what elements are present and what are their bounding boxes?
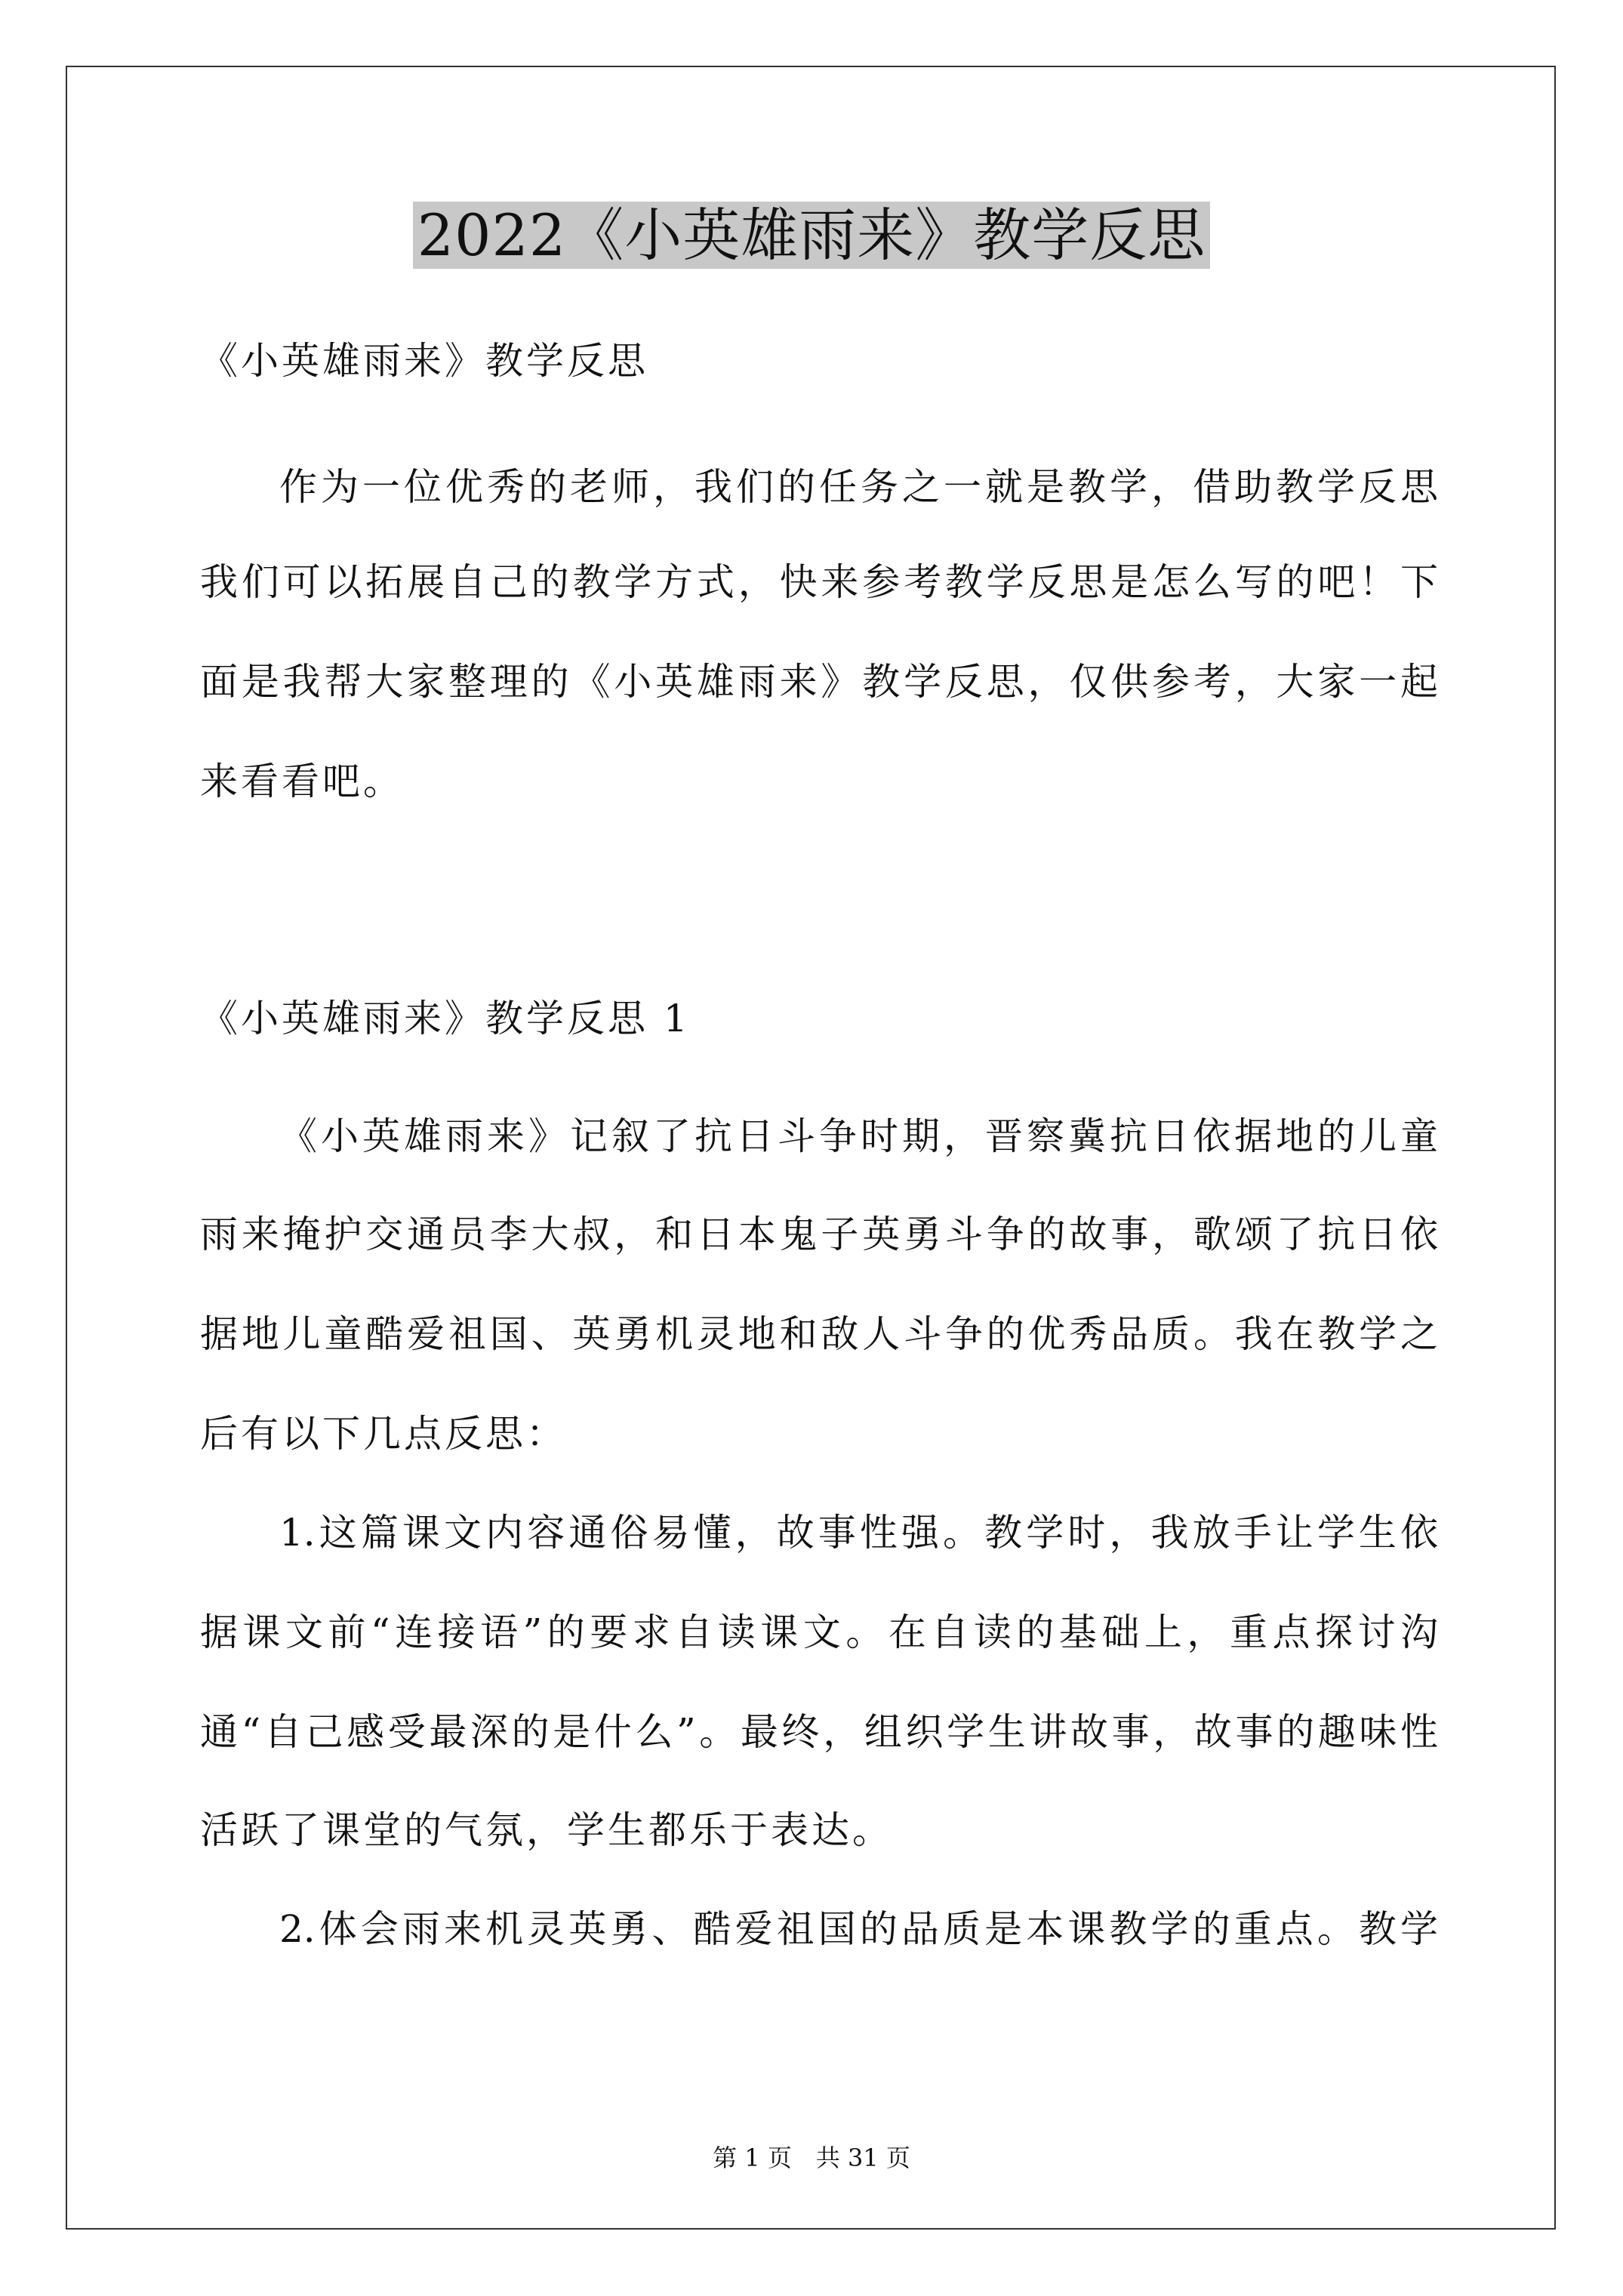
p1-line-1: 《小英雄雨来》记叙了抗日斗争时期，晋察冀抗日依据地的儿童 — [279, 1114, 1438, 1158]
section-heading: 《小英雄雨来》教学反思 1 — [200, 997, 691, 1040]
p1-line-4: 后有以下几点反思： — [200, 1412, 567, 1456]
page-footer: 第 1 页 共 31 页 — [713, 2143, 910, 2172]
intro-line-1: 作为一位优秀的老师，我们的任务之一就是教学，借助教学反思 — [279, 465, 1438, 509]
p2-line-3: 通“自己感受最深的是什么”。最终，组织学生讲故事，故事的趣味性 — [200, 1710, 1438, 1754]
document-title: 2022《小英雄雨来》教学反思 — [0, 198, 1623, 273]
intro-line-2: 我们可以拓展自己的教学方式，快来参考教学反思是怎么写的吧！下 — [200, 560, 1438, 604]
p3-line-1: 2.体会雨来机灵英勇、酷爱祖国的品质是本课教学的重点。教学 — [279, 1907, 1438, 1951]
p2-line-2: 据课文前“连接语”的要求自读课文。在自读的基础上，重点探讨沟 — [200, 1610, 1438, 1654]
subtitle: 《小英雄雨来》教学反思 — [200, 339, 648, 383]
intro-line-4: 来看看吧。 — [200, 760, 404, 803]
p1-line-2: 雨来掩护交通员李大叔，和日本鬼子英勇斗争的故事，歌颂了抗日依 — [200, 1213, 1438, 1256]
p2-line-4: 活跃了课堂的气氛，学生都乐于表达。 — [200, 1808, 893, 1852]
p2-line-1: 1.这篇课文内容通俗易懂，故事性强。教学时，我放手让学生依 — [279, 1511, 1438, 1555]
intro-line-3: 面是我帮大家整理的《小英雄雨来》教学反思，仅供参考，大家一起 — [200, 660, 1438, 704]
p1-line-3: 据地儿童酷爱祖国、英勇机灵地和敌人斗争的优秀品质。我在教学之 — [200, 1312, 1438, 1356]
